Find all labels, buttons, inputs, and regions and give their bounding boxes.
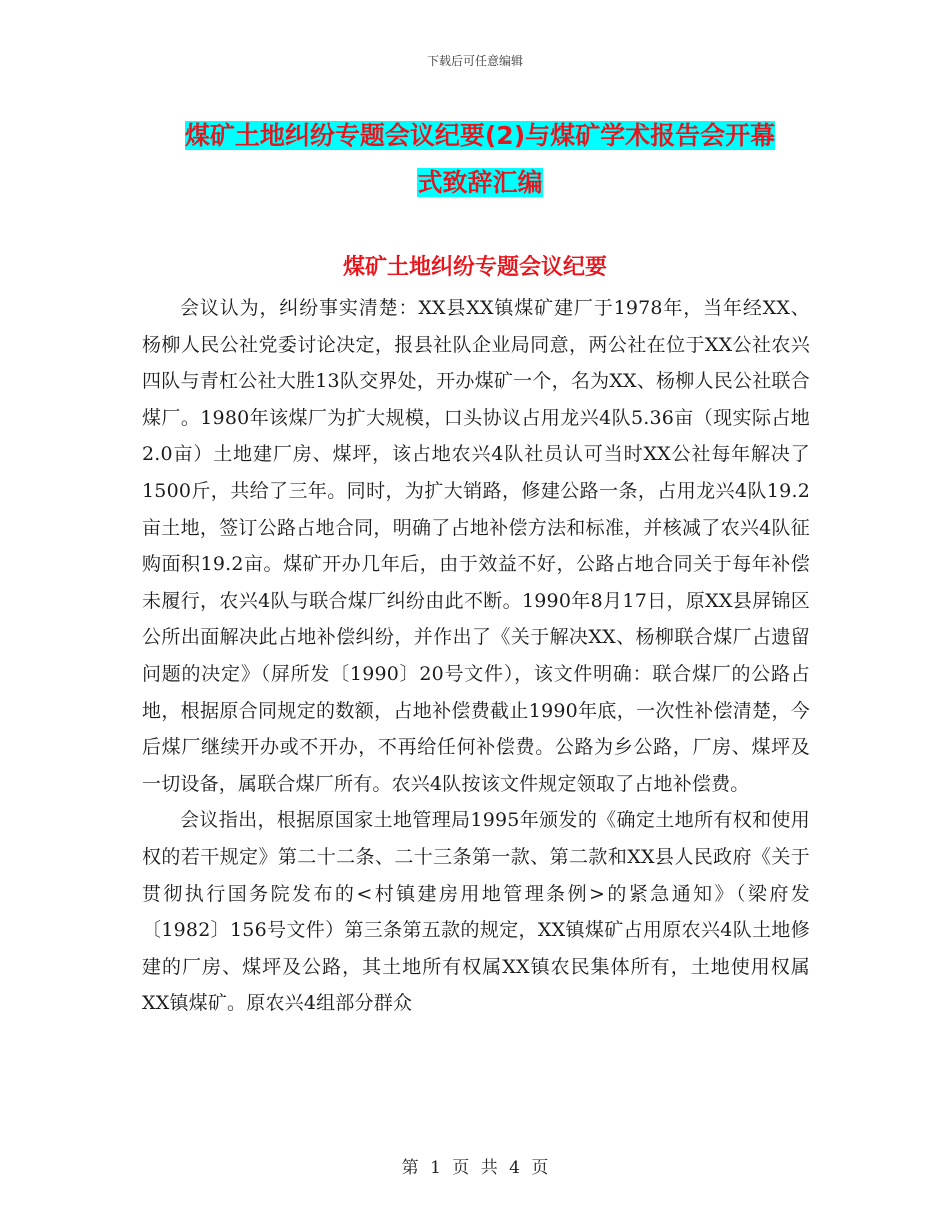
document-title-line-2: 式致辞汇编: [417, 168, 543, 197]
document-title-line-1: 煤矿土地纠纷专题会议纪要(2)与煤矿学术报告会开幕: [184, 121, 776, 150]
paragraph-2: 会议指出，根据原国家土地管理局1995年颁发的《确定土地所有权和使用权的若干规定》第二十二条、二十三条第一款、第二款和XX县人民政府《关于贯彻执行国务院发布的<村镇建房用地管理条例>的紧急通知》（梁府发〔1982〕156号文件）第三条第五款的规定，XX镇煤矿占用原农兴4队土地修建的厂房、煤坪及公路，其土地所有权属XX镇农民集体所有，土地使用权属XX镇煤矿。原农兴4组部分群众: [142, 809, 810, 1015]
paragraph-1: 会议认为，纠纷事实清楚：XX县XX镇煤矿建厂于1978年，当年经XX、杨柳人民公社党委讨论决定，报县社队企业局同意，两公社在位于XX公社农兴四队与青杠公社大胜13队交界处，开办煤矿一个，名为XX、杨柳人民公社联合煤厂。1980年该煤厂为扩大规模，口头协议占用龙兴4队5.36亩（现实际占地2.0亩）土地建厂房、煤坪，该占地农兴4队社员认可当时XX公社每年解决了1500斤，共给了三年。同时，为扩大销路，修建公路一条，占用龙兴4队19.2亩土地，签订公路占地合同，明确了占地补偿方法和标准，并核减了农兴4队征购面积19.2亩。煤矿开办几年后，由于效益不好，公路占地合同关于每年补偿未履行，农兴4队与联合煤厂纠纷由此不断。1990年8月17日，原XX县屏锦区公所出面解决此占地补偿纠纷，并作出了《关于解决XX、杨柳联合煤厂占遗留问题的决定》（屏所发〔1990〕20号文件），该文件明确：联合煤厂的公路占地，根据原合同规定的数额，占地补偿费截止1990年底，一次性补偿清楚，今后煤厂继续开办或不开办，不再给任何补偿费。公路为乡公路，厂房、煤坪及一切设备，属联合煤厂所有。农兴4队按该文件规定领取了占地补偿费。: [142, 297, 810, 795]
page-number: 第 1 页 共 4 页: [401, 1158, 549, 1178]
page-header-note: 下载后可任意编辑: [426, 54, 523, 68]
document-body: [142, 290, 810, 1022]
document-title: [140, 112, 820, 206]
section-title: 煤矿土地纠纷专题会议纪要: [342, 255, 607, 280]
